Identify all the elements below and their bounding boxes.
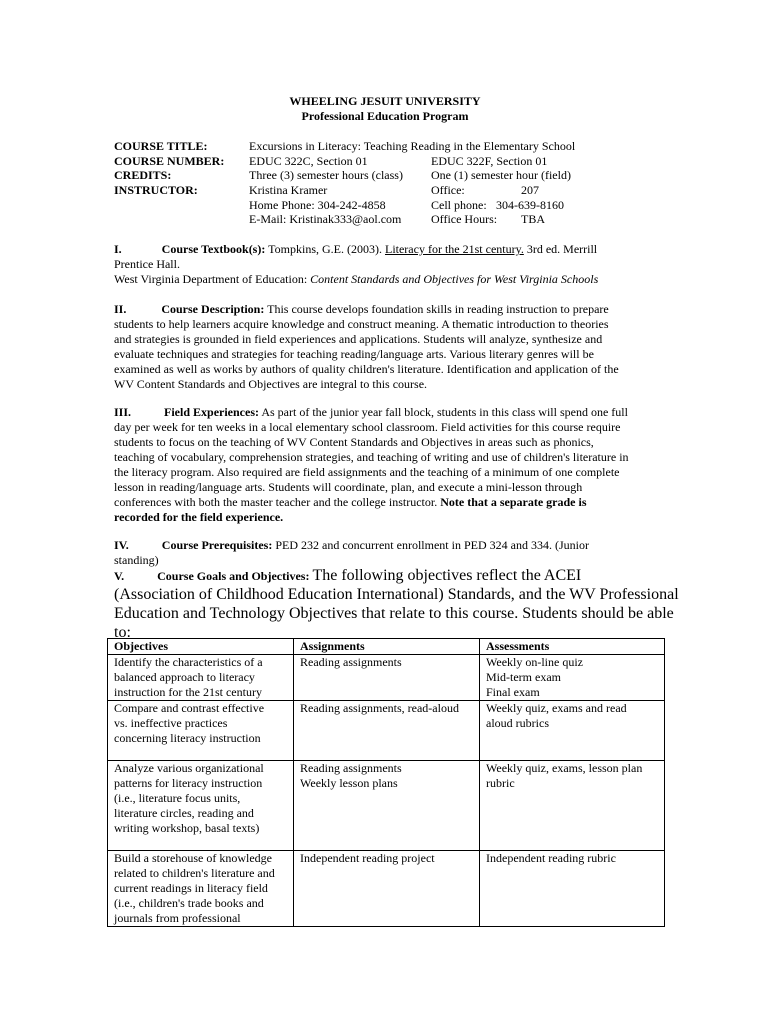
label-credits: CREDITS:: [114, 168, 172, 182]
cell-line: Build a storehouse of knowledge: [114, 851, 272, 865]
field-line: students to focus on the teaching of WV Content Standards and Objectives in areas such as phonics,: [114, 435, 594, 449]
desc-line: examined as well as works by authors of quality children's literature. Identification and application of the: [114, 362, 619, 376]
cell-line: concerning literacy instruction: [114, 731, 261, 745]
cell-line: related to children's literature and: [114, 866, 275, 880]
cell-line: balanced approach to literacy: [114, 670, 255, 684]
section-heading: Course Goals and Objectives:: [157, 569, 310, 583]
course-number-a: EDUC 322C, Section 01: [249, 154, 368, 168]
office-value: 207: [521, 183, 539, 197]
field-line: teaching of vocabulary, comprehension strategies, and teaching of writing and use of children's literature in: [114, 450, 629, 464]
office-hours-value: TBA: [521, 212, 545, 226]
cell-line: writing workshop, basal texts): [114, 821, 260, 835]
goals-line: (Association of Childhood Education International) Standards, and the WV Professional: [114, 586, 679, 603]
wv-dept: West Virginia Department of Education:: [114, 272, 308, 286]
section-textbooks: [114, 242, 654, 287]
label-course-number: COURSE NUMBER:: [114, 154, 225, 168]
cell-line: Independent reading project: [300, 851, 435, 865]
home-phone: Home Phone: 304-242-4858: [249, 198, 386, 212]
section-number: I.: [114, 242, 122, 256]
cell-line: patterns for literacy instruction: [114, 776, 263, 790]
assessment-cell: [480, 851, 665, 927]
desc-line: WV Content Standards and Objectives are integral to this course.: [114, 377, 428, 391]
office-hours-label: Office Hours:: [431, 212, 498, 226]
cell-line: (i.e., literature focus units,: [114, 791, 241, 805]
assignment-cell: [294, 761, 480, 851]
credits-class: Three (3) semester hours (class): [249, 168, 403, 182]
header-assessments: Assessments: [480, 639, 665, 655]
cell-line: Final exam: [486, 685, 540, 699]
table-row: [108, 655, 665, 701]
goals-line: Education and Technology Objectives that relate to this course. Students should be able: [114, 605, 674, 622]
cell-line: literature circles, reading and: [114, 806, 254, 820]
program-name: Professional Education Program: [301, 109, 469, 123]
field-note-bold: Note that a separate grade is: [440, 495, 587, 509]
table-row: [108, 761, 665, 851]
field-line: day per week for ten weeks in a local elementary school classroom. Field activities for this course require: [114, 420, 621, 434]
cell-line: aloud rubrics: [486, 716, 549, 730]
label-course-title: COURSE TITLE:: [114, 139, 208, 153]
objectives-table: [107, 638, 665, 927]
email: E-Mail: Kristinak333@aol.com: [249, 212, 402, 226]
desc-line: students to help learners acquire knowledge and construct meaning. A thematic introduction to theories: [114, 317, 609, 331]
credits-field: One (1) semester hour (field): [431, 168, 571, 182]
cell-line: Reading assignments: [300, 761, 402, 775]
assignment-cell: [294, 851, 480, 927]
section-goals: [114, 566, 679, 642]
cell-label: Cell phone:: [431, 198, 487, 212]
field-note-bold: recorded for the field experience.: [114, 510, 284, 524]
cell-line: Identify the characteristics of a: [114, 655, 263, 669]
objective-cell: [108, 761, 294, 851]
objective-cell: [108, 701, 294, 761]
textbook-publisher: Prentice Hall.: [114, 257, 180, 271]
desc-line: evaluate techniques and strategies for teaching reading/language arts. Various literary genres will be: [114, 347, 594, 361]
wv-standards-title: Content Standards and Objectives for West Virginia Schools: [310, 272, 599, 286]
table-row: [108, 701, 665, 761]
cell-line: Compare and contrast effective: [114, 701, 265, 715]
cell-line: Independent reading rubric: [486, 851, 616, 865]
field-line: conferences with both the master teacher and the college instructor.: [114, 495, 438, 509]
instructor-name: Kristina Kramer: [249, 183, 328, 197]
cell-line: rubric: [486, 776, 515, 790]
university-name: WHEELING JESUIT UNIVERSITY: [289, 94, 481, 108]
header-assignments: Assignments: [294, 639, 480, 655]
section-heading: Course Prerequisites:: [161, 538, 273, 552]
cell-line: current readings in literacy field: [114, 881, 268, 895]
section-field-experiences: [114, 405, 674, 525]
cell-value: 304-639-8160: [496, 198, 564, 212]
goals-line: to:: [114, 624, 131, 641]
section-number: III.: [114, 405, 132, 419]
desc-line: This course develops foundation skills in reading instruction to prepare: [267, 302, 609, 316]
cell-line: Mid-term exam: [486, 670, 561, 684]
section-heading: Field Experiences:: [164, 405, 259, 419]
course-title: Excursions in Literacy: Teaching Reading in the Elementary School: [249, 139, 576, 153]
prereq-standing: standing): [114, 553, 159, 567]
section-heading: Course Textbook(s):: [161, 242, 266, 256]
objective-cell: [108, 655, 294, 701]
section-description: [114, 302, 674, 392]
cell-line: journals from professional: [114, 911, 241, 925]
cell-line: Weekly on-line quiz: [486, 655, 584, 669]
section-number: IV.: [114, 538, 129, 552]
cell-line: vs. ineffective practices: [114, 716, 228, 730]
header-objectives: Objectives: [108, 639, 294, 655]
section-heading: Course Description:: [161, 302, 265, 316]
office-label: Office:: [431, 183, 465, 197]
assignment-cell: [294, 655, 480, 701]
cell-line: Reading assignments: [300, 655, 402, 669]
textbook-author: Tompkins, G.E. (2003).: [268, 242, 382, 256]
cell-line: (i.e., children's trade books and: [114, 896, 264, 910]
objective-cell: [108, 851, 294, 927]
textbook-edition: 3rd ed. Merrill: [526, 242, 598, 256]
section-number: V.: [114, 569, 125, 583]
section-number: II.: [114, 302, 127, 316]
table-header-row: [108, 639, 665, 655]
cell-line: Weekly lesson plans: [300, 776, 398, 790]
field-line: the literacy program. Also required are field assignments and the teaching of a minimum of one complete: [114, 465, 620, 479]
course-number-b: EDUC 322F, Section 01: [431, 154, 548, 168]
cell-line: Weekly quiz, exams, lesson plan: [486, 761, 643, 775]
cell-line: Reading assignments, read-aloud: [300, 701, 459, 715]
goals-line: The following objectives reflect the ACEI: [312, 567, 582, 584]
desc-line: and strategies is grounded in field experiences and applications. Students will analyze, synthesize and: [114, 332, 603, 346]
cell-line: Weekly quiz, exams and read: [486, 701, 627, 715]
textbook-title: Literacy for the 21st century.: [384, 242, 524, 256]
section-prerequisites: [114, 538, 674, 568]
prereq-text: PED 232 and concurrent enrollment in PED 324 and 334. (Junior: [275, 538, 589, 552]
table-row: [108, 851, 665, 927]
assignment-cell: [294, 701, 480, 761]
assessment-cell: [480, 655, 665, 701]
label-instructor: INSTRUCTOR:: [114, 183, 198, 197]
assessment-cell: [480, 761, 665, 851]
cell-line: instruction for the 21st century: [114, 685, 262, 699]
assessment-cell: [480, 701, 665, 761]
field-line: As part of the junior year fall block, students in this class will spend one full: [261, 405, 628, 419]
cell-line: Analyze various organizational: [114, 761, 264, 775]
field-line: lesson in reading/language arts. Students will coordinate, plan, and execute a mini-lesson through: [114, 480, 583, 494]
